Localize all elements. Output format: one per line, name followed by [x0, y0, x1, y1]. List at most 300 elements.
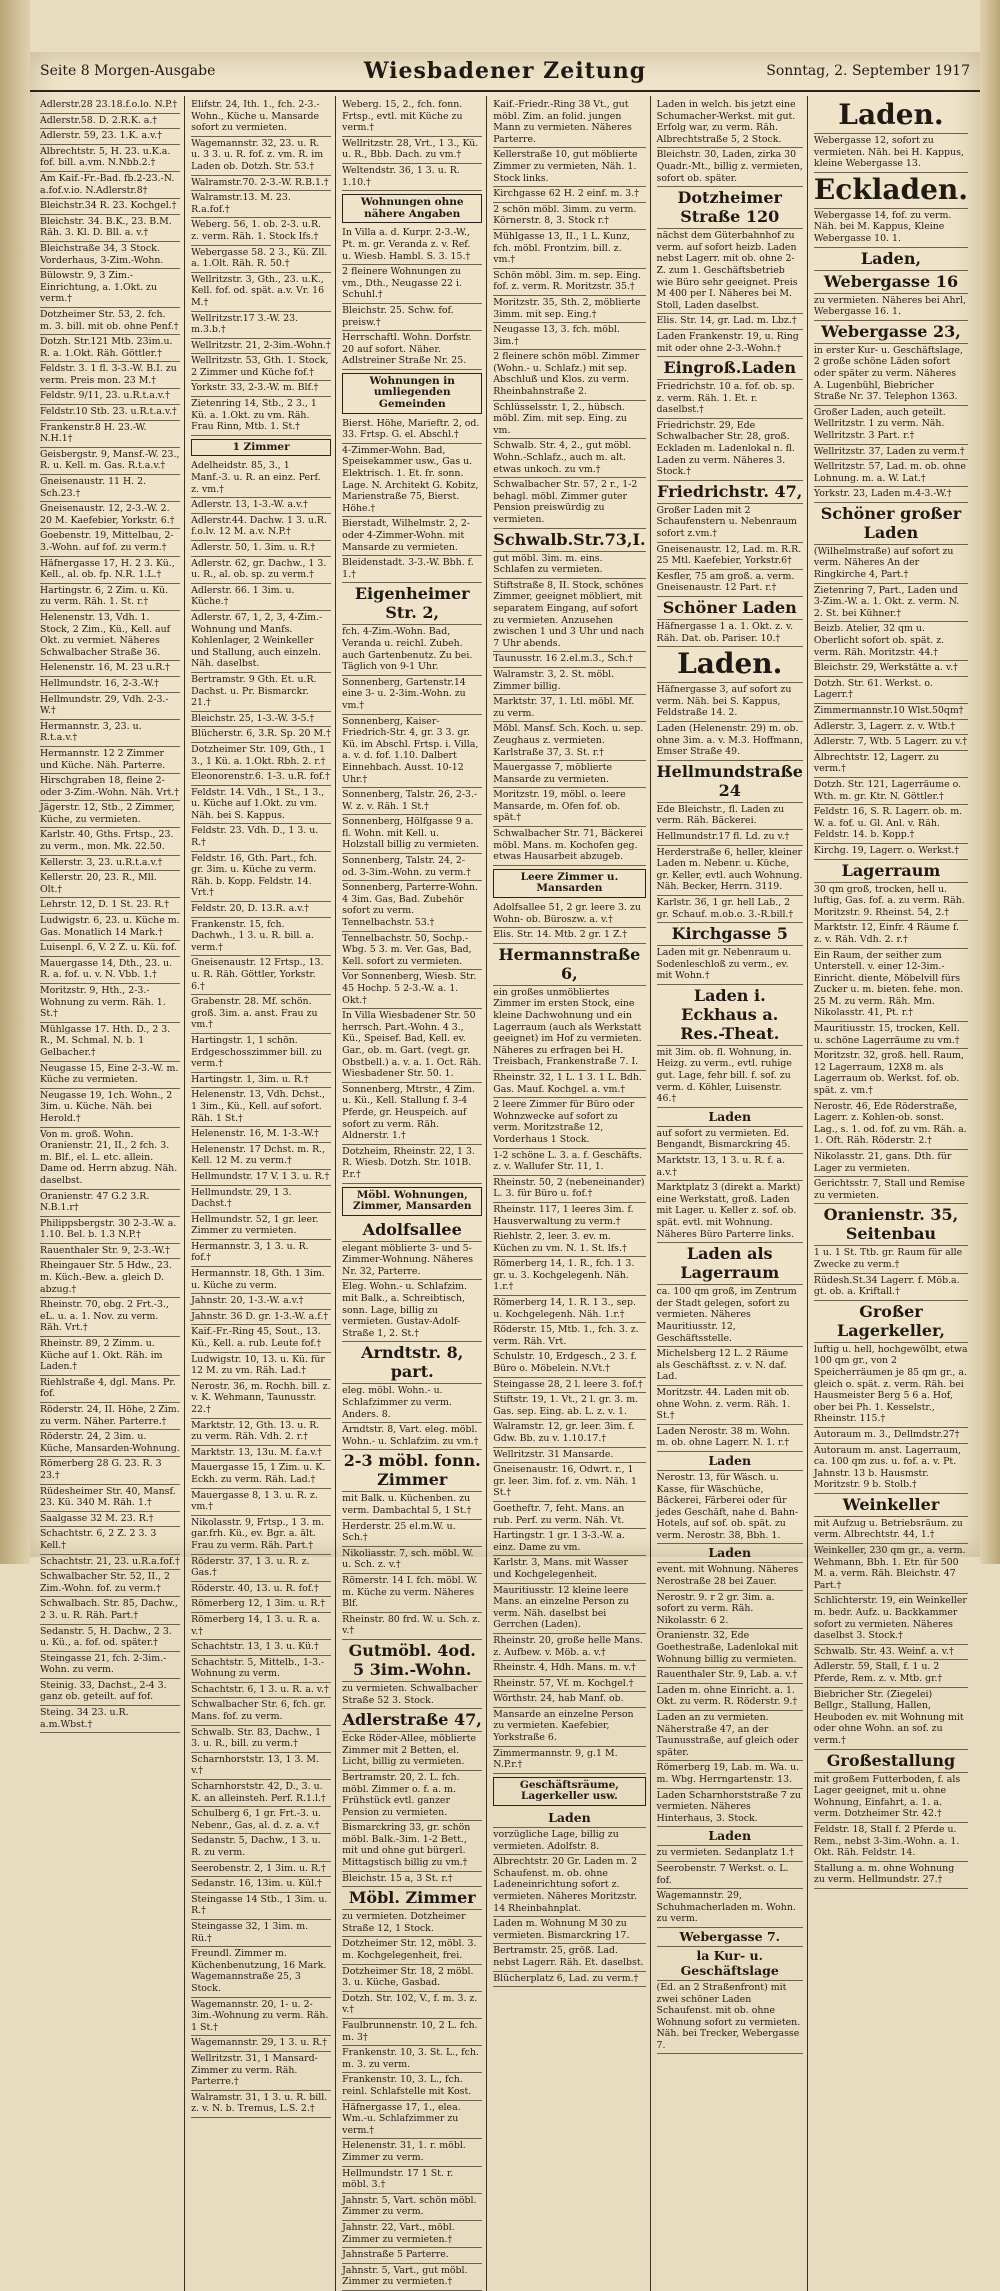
classified-ad: Moritzstr. 44. Laden mit ob. ohne Wohn. z. verm. Räh. 1. St.†: [657, 1386, 803, 1425]
classified-ad: Bierstadt, Wilhelmstr. 2, 2- oder 4-Zimmer-Wohn. mit Mansarde zu vermieten.: [342, 517, 482, 556]
classified-ad: Laden Nerostr. 38 m. Wohn. m. ob. ohne Lagerr. N. 1. r.†: [657, 1425, 803, 1452]
classified-ad: Bierst. Höhe, Marieftr. 2, od. 33. Frtsp. G. el. Abschl.†: [342, 417, 482, 444]
classified-ad: Röderstr. 15, Mtb. 1., fch. 3. z. verm. Räh. Vrt.: [493, 1323, 645, 1350]
classified-ad: 2 fleinere schön möbl. Zimmer (Wohn.- u. Schlafz.) mit sep. Abschluß und Klos. zu verm. Rheinbahnstraße 2.: [493, 350, 645, 400]
classified-ad: Saalgasse 32 M. 23. R.†: [40, 1512, 180, 1528]
classified-ad: Frankenstr. 10, 3. St. L., fch. m. 3. zu verm.: [342, 2046, 482, 2073]
classified-ad: Bertramstr. 25, größ. Lad. nebst Lagerr. Räh. Et. daselbst.: [493, 1944, 645, 1971]
classified-ad: Hartingstr. 1, 1 schön. Erdgeschosszimmer bill. zu verm.†: [191, 1034, 331, 1073]
classified-ad: Elis. Str. 14. Mtb. 2 gr. 1 Z.†: [493, 928, 645, 944]
classified-ad: Stiftstraße 8, II. Stock, schönes Zimmer, geeignet möbliert, mit separatem Eingang, auf sofort zu vermieten. Anzusehen zwischen 1 und 3 Uhr und nach 7 Uhr abends.: [493, 579, 645, 653]
classified-ad: Bleichstr.34 R. 23. Kochgel.†: [40, 199, 180, 215]
classified-ad: Weberg. 56, 1. ob. 2-3. u.R. z. verm. Räh. 1. Stock Ifs.†: [191, 218, 331, 245]
classified-ad: mit 3im. ob. fl. Wohnung, in. Heizg. zu verm., evtl. ruhige gut. Lage, fehr bill. f. sof. zu verm. d. Köhler, Luisenstr. 46.†: [657, 1046, 803, 1108]
classified-ad: Zimmermannstr.10 Wlst.50qm†: [814, 704, 968, 720]
classified-ad: mit Balk. u. Küchenben. zu verm. Dambachtal 5, 1 St.†: [342, 1492, 482, 1519]
classified-ad: Dotzheimer Str. 53, 2. fch. m. 3. bill. mit ob. ohne Penf.†: [40, 308, 180, 335]
classified-ad: Oranienstr. 35, Seitenbau: [814, 1204, 968, 1246]
classified-ad: zu vermieten. Dotzheimer Straße 12, 1 Stock.: [342, 1910, 482, 1937]
classified-ad: Römerberg 14, 1. R., fch. 1 3. gr. u. 3. Kochgelegenh. Näh. 1.r.†: [493, 1257, 645, 1296]
classified-ad: Schulberg 6, 1 gr. Frt.-3. u. Nebenr., Gas, al. d. z. a. v.†: [191, 1807, 331, 1834]
classified-ad: Albrechtstr. 12, Lagerr. zu verm.†: [814, 751, 968, 778]
classified-ad: Nerostr. 9. r 2 gr. 3im. a. sofort zu verm. Räh. Nikolasstr. 6 2.: [657, 1591, 803, 1630]
classified-ad: Bleidenstadt. 3-3.-W. Bbh. f. 1.†: [342, 556, 482, 583]
classified-ad: 1 u. 1 St. Ttb. gr. Raum für alle Zwecke zu verm.†: [814, 1246, 968, 1273]
classified-ad: Nerostr. 36, m. Rochh. bill. z. v. K. Wehmann, Taunusstr. 22.†: [191, 1380, 331, 1419]
classified-ad: Webergasse 16: [814, 271, 968, 294]
classified-ad: Großer Laden, auch geteilt. Wellritzstr. 1 zu verm. Näh. Wellritzstr. 3 Part. r.†: [814, 406, 968, 445]
classified-ad: Dotzh. Str. 121, Lagerräume o. Wth. m. gr. Ktr. N. Göttler.†: [814, 778, 968, 805]
classified-ad: Hirschgraben 18, fleine 2- oder 3-Zim.-Wohn. Näh. Vrt.†: [40, 774, 180, 801]
section-heading: 1 Zimmer: [191, 439, 331, 457]
classified-ad: Weberg. 15, 2., fch. fonn. Frtsp., evtl. mit Küche zu verm.†: [342, 98, 482, 137]
classified-ad: Adlerstr. 59, 23. 1.K. a.v.†: [40, 129, 180, 145]
page-edge-right: [980, 0, 1000, 1564]
classified-ad: Adlerstr. 67, 1, 2, 3, 4-Zim.-Wohnung und Manfs. Kohlenlager, 2 Weinkeller und Stallung, auch einzeln. Näh. daselbst.: [191, 611, 331, 673]
classified-ad: Vor Sonnenberg, Wiesb. Str. 45 Hochp. 5 2-3.-W. a. 1. Okt.†: [342, 970, 482, 1009]
classified-ad: Wagemannstr. 29, 1 3. u. R.†: [191, 2036, 331, 2052]
classified-ad: Bleichstr. 34. B.K., 23. B.M. Räh. 3. Kl. D. Bll. a. v.†: [40, 215, 180, 242]
classified-ad: Goebenstr. 19, Mittelbau, 2-3.-Wohn. auf fof. zu verm.†: [40, 529, 180, 556]
classified-ad: Bleichstr. 25, 1-3.-W. 3-5.†: [191, 712, 331, 728]
classified-ad: Laden i. Eckhaus a. Res.-Theat.: [657, 985, 803, 1046]
classified-ad: Laden an zu vermieten. Näherstraße 47, an der Taunusstraße, auf gleich oder später.: [657, 1711, 803, 1761]
classified-ad: Marktstr. 12, Einfr. 4 Räume f. z. v. Räh. Vdh. 2. r.†: [814, 921, 968, 948]
classified-ad: zu vermieten. Näheres bei Ahrl, Webergasse 16. 1.: [814, 294, 968, 321]
classified-ad: Webergasse 23,: [814, 321, 968, 344]
classified-ad: Hellmundstr. 29, 1 3. Dachst.†: [191, 1186, 331, 1213]
classified-ad: Laden als Lagerraum: [657, 1243, 803, 1285]
classified-ad: Helenenstr. 16, M. 23 u.R.†: [40, 661, 180, 677]
classified-ad: Wellritzstr. 3, Gth., 23. u.K., Kell. fof. od. spät. a.v. Vr. 16 M.†: [191, 273, 331, 312]
classified-ad: Helenenstr. 16, M. 1-3.-W.†: [191, 1127, 331, 1143]
classified-ad: Webergasse 14, fof. zu verm. Näh. bei M. Kappus, Kleine Webergasse 10. 1.: [814, 209, 968, 248]
classified-ad: Michelsberg 12 L. 2 Räume als Geschäftsst. z. v. N. daf. Lad.: [657, 1347, 803, 1386]
classified-columns: [38, 96, 972, 2288]
classified-ad: Rheinstr. 50, 2 (nebeneinander) L. 3. für Büro u. fof.†: [493, 1176, 645, 1203]
classified-ad: Kirchgasse 5: [657, 923, 803, 946]
classified-ad: Am Kaif.-Fr.-Bad. fb.2-23.-N. a.fof.v.io. N.Adlerstr.8†: [40, 172, 180, 199]
classified-ad: Autoraum m. anst. Lagerraum, ca. 100 qm zus. u. fof. a. v. Pt. Jahnstr. 13 b. Hausmstr. Moritzstr. 9 b. Stolb.†: [814, 1444, 968, 1494]
classified-ad: Gneisenaustr. 12, 2-3.-W. 2. 20 M. Kaefebier, Yorkstr. 6.†: [40, 502, 180, 529]
classified-ad: Herderstraße 6, heller, kleiner Laden m. Nebenr. u. Küche, gr. Keller, evtl. auch Wohnung. Näh. Becker, Herrn. 3119.: [657, 846, 803, 896]
classified-ad: Nerostr. 13, für Wäsch. u. Kasse, für Wäschüche, Bäckerei, Färberei oder für jedes Geschäft, nahe d. Bahn-Hotels, auf sof. ob. spät. zu verm. Nerostr. 38, Bbh. 1.: [657, 1471, 803, 1545]
classified-ad: Wellritzstr. 28, Vrt., 1 3., Kü. u. R., Bbb. Dach. zu vm.†: [342, 137, 482, 164]
classified-ad: Neugasse 15, Eine 2-3.-W. m. Küche zu vermieten.: [40, 1062, 180, 1089]
classified-ad: Grabenstr. 28. Mf. schön. groß. 3im. a. anst. Frau zu vm.†: [191, 995, 331, 1034]
section-heading: Möbl. Wohnungen, Zimmer, Mansarden: [342, 1187, 482, 1216]
classified-ad: Adlerstraße 47,: [342, 1709, 482, 1732]
classified-ad: Freundl. Zimmer m. Küchenbenutzung, 16 Mark. Wagemannstraße 25, 3 Stock.: [191, 1947, 331, 1997]
classified-ad: Riehlstr. 2, leer. 3. ev. m. Küchen zu vm. N. 1. St. lfs.†: [493, 1230, 645, 1257]
classified-ad: Steing. 34 23. u.R. a.m.Wbst.†: [40, 1706, 180, 1733]
classified-ad: Herrschaftl. Wohn. Dorfstr. 20 auf sofort. Näher. Adlstreiner Straße Nr. 25.: [342, 331, 482, 370]
classified-ad: Adlerstr.44. Dachw. 1 3. u.R. f.o.lv. 12 M. a.v. N.P.†: [191, 514, 331, 541]
classified-ad: Steingasse 21, fch. 2-3im.-Wohn. zu verm.: [40, 1652, 180, 1679]
classified-ad: Wellritzstr. 57, Lad. m. ob. ohne Lohnung. m. a. W. Lat.†: [814, 460, 968, 487]
classified-ad: Marktstr. 13, 13u. M. f.a.v.†: [191, 1446, 331, 1462]
classified-ad: Autoraum m. 3., Dellmdstr.27†: [814, 1428, 968, 1444]
classified-ad: Moritzstr. 32, groß. hell. Raum, 12 Lagerraum, 12X8 m. als Lagerraum ob. Werkst. fof. ob. spät. z. vm.†: [814, 1049, 968, 1099]
classified-ad: Beizb. Atelier, 32 qm u. Oberlicht sofort ob. spät. z. verm. Räh. Moritzstr. 44.†: [814, 622, 968, 661]
classified-ad: Wellritzstr. 31, 1 Mansard-Zimmer zu verm. Räh. Parterre.†: [191, 2052, 331, 2091]
classified-ad: Kirchgasse 62 H. 2 einf. m. 3.†: [493, 187, 645, 203]
column-4: [491, 96, 650, 2291]
classified-ad: Scharnhorststr. 13, 1 3. M. v.†: [191, 1753, 331, 1780]
classified-ad: Friedrichstr. 10 a. fof. ob. sp. z. verm. Räh. 1. Et. r. daselbst.†: [657, 380, 803, 419]
classified-ad: Rüdesheimer Str. 40, Mansf. 23. Kü. 340 M. Räh. 1.†: [40, 1485, 180, 1512]
column-2: [189, 96, 336, 2291]
classified-ad: Laden m. ohne Einricht. a. 1. Okt. zu verm. R. Röderstr. 9.†: [657, 1684, 803, 1711]
classified-ad: Jahnstr. 20, 1-3.-W. a.v.†: [191, 1294, 331, 1310]
classified-ad: Hermannstr. 3, 23. u. R.t.a.v.†: [40, 720, 180, 747]
classified-ad: Stiftstr. 19, 1. Vt., 2 l. gr. 3. m. Gas. sep. Eing. ab. L. z. v. 1.: [493, 1393, 645, 1420]
classified-ad: Laden.: [657, 647, 803, 683]
classified-ad: Wagemannstr. 20, 1- u. 2-3im.-Wohnung zu verm. Räh. 1 St.†: [191, 1998, 331, 2037]
classified-ad: Laden: [657, 1827, 803, 1846]
classified-ad: Helenenstr. 31, 1. r. möbl. Zimmer zu verm.: [342, 2139, 482, 2166]
classified-ad: Rauenthaler Str. 9, Lab. a. v.†: [657, 1668, 803, 1684]
classified-ad: Kellerstr. 20, 23. R., Mll. Olt.†: [40, 871, 180, 898]
classified-ad: Rheinstr. 89, 2 Zimm. u. Küche auf 1. Okt. Räh. im Laden.†: [40, 1337, 180, 1376]
classified-ad: In Villa a. d. Kurpr. 2-3.-W., Pt. m. gr. Veranda z. v. Ref. u. Wiesb. Hambl. S. 3. 15.†: [342, 226, 482, 265]
classified-ad: Moritzstr. 9, Hth., 2-3.-Wohnung zu verm. Räh. 1. St.†: [40, 984, 180, 1023]
classified-ad: Eingroß.Laden: [657, 357, 803, 380]
classified-ad: Karlstr. 36, 1 gr. hell Lab., 2 gr. Schauf. m.ob.o. 3.-R.bill.†: [657, 896, 803, 923]
classified-ad: Hellmundstr. 52, 1 gr. leer. Zimmer zu vermieten.: [191, 1213, 331, 1240]
classified-ad: Blücherplatz 6, Lad. zu verm.†: [493, 1972, 645, 1988]
classified-ad: Feldstr. 16, S. R. Lagerr. ob. m. W. a. fof. u. Gl. Anl. v. Räh. Feldstr. 14. b. Kopp.†: [814, 805, 968, 844]
classified-ad: Mühlgasse 17. Hth. D., 2 3. R., M. Schmal. N. b. 1 Gelbacher.†: [40, 1023, 180, 1062]
classified-ad: Schachtstr. 21, 23. u.R.a.fof.†: [40, 1555, 180, 1571]
classified-ad: Bülowstr. 9, 3 Zim.-Einrichtung, a. 1.Okt. zu verm.†: [40, 269, 180, 308]
classified-ad: Dotzheimer Str. 18, 2 möbl. 3. u. Küche, Gasbad.: [342, 1965, 482, 1992]
classified-ad: Kesfler, 75 am groß. a. verm. Gneisenaustr. 12 Part. r.†: [657, 570, 803, 597]
classified-ad: Kaif.-Friedr.-Ring 38 Vt., gut möbl. Zim. an folid. jungen Mann zu vermieten. Näheres Parterre.: [493, 98, 645, 148]
classified-ad: Arndtstr. 8, part.: [342, 1342, 482, 1384]
classified-ad: Rauenthaler Str. 9, 2-3.-W.†: [40, 1244, 180, 1260]
page-edge-left: [0, 0, 30, 1564]
classified-ad: Laden.: [814, 98, 968, 134]
classified-ad: elegant möblierte 3- und 5-Zimmer-Wohnung. Näheres Nr. 32, Parterre.: [342, 1242, 482, 1281]
classified-ad: Feldstr. 9/11, 23. u.R.t.a.v.†: [40, 389, 180, 405]
classified-ad: Kellerstr. 3, 23. u.R.t.a.v.†: [40, 856, 180, 872]
classified-ad: Goetheftr. 7, feht. Mans. an rub. Perf. zu verm. Näh. Vt.: [493, 1502, 645, 1529]
classified-ad: Dotzh. Str. 102, V., f. m. 3. z. v.†: [342, 1992, 482, 2019]
classified-ad: Wellritzstr. 31 Mansarde.: [493, 1448, 645, 1464]
classified-ad: Rheinstr. 57, Vf. m. Kochgel.†: [493, 1677, 645, 1693]
classified-ad: luftig u. hell, hochgewölbt, etwa 100 qm gr., von 2 Speicherräumen je 85 qm gr., a. gleich o. spät. z. verm. Räh. bei Hausmeister Berg 5 6 a. Hof, ober bei Ph. 1. Kesselstr., Rheinstr. 115.†: [814, 1343, 968, 1428]
classified-ad: Römerstr. 14 I. fch. möbl. W. m. Küche zu verm. Näheres Blf.: [342, 1574, 482, 1613]
classified-ad: Schachtstr. 6, 2 Z. 2 3. 3 Kell.†: [40, 1527, 180, 1554]
classified-ad: Schwalbacher Str. 57, 2 r., 1-2 behagl. möbl. Zimmer guter Pension preiswürdig zu vermieten.: [493, 478, 645, 528]
classified-ad: gut möbl. 3im. m. eins. Schlafen zu vermieten.: [493, 552, 645, 579]
classified-ad: Schwalb. Str. 83, Dachw., 1 3. u. R., bill. zu verm.†: [191, 1726, 331, 1753]
classified-ad: Sonnenberg, Talstr. 26, 2-3.-W. z. v. Räh. 1 St.†: [342, 788, 482, 815]
classified-ad: Karlstr. 3, Mans. mit Wasser und Kochgelegenheit.: [493, 1556, 645, 1583]
classified-ad: Jahnstr. 5, Vart. schön möbl. Zimmer zu verm.: [342, 2194, 482, 2221]
classified-ad: Oranienstr. 47 G.2 3.R. N.B.1.r†: [40, 1190, 180, 1217]
classified-ad: Hellmundstr. 29, Vdh. 2-3.-W.†: [40, 693, 180, 720]
classified-ad: Scharnhorststr. 42, D., 3. u. K. an alleinsteh. Perf. R.1.l.†: [191, 1780, 331, 1807]
classified-ad: mit Aufzug u. Betriebsräum. zu verm. Albrechtstr. 44, 1.†: [814, 1517, 968, 1544]
column-6: [812, 96, 972, 2291]
classified-ad: 30 qm groß, trocken, hell u. luftig, Gas. fof. a. zu verm. Räh. Moritzstr. 9. Rheinst. 54, 2.†: [814, 883, 968, 922]
section-heading: Leere Zimmer u. Mansarden: [493, 869, 645, 898]
classified-ad: Schachtstr. 13, 1 3. u. Kü.†: [191, 1640, 331, 1656]
classified-ad: Hartingstr. 1 gr. 1 3-3.-W. a. einz. Dame zu vm.: [493, 1529, 645, 1556]
classified-ad: Schwalb. Str. 43. Weinf. a. v.†: [814, 1645, 968, 1661]
classified-ad: mit großem Futterboden, f. als Lager geeignet, mit u. ohne Wohnung, Einfahrt, a. 1. a. verm. Dotzheimer Str. 42.†: [814, 1773, 968, 1823]
classified-ad: Hellmundstraße 24: [657, 761, 803, 803]
classified-ad: Laden in welch. bis jetzt eine Schumacher-Werkst. mit gut. Erfolg war, zu verm. Räh. Albrechtstraße 5, 2 Stock.: [657, 98, 803, 148]
classified-ad: Steingasse 28, 2 l. leere 3. fof.†: [493, 1378, 645, 1394]
classified-ad: fch. 4-Zim.-Wohn. Bad, Veranda u. reichl. Zubeh. auch Gartenbenutz. Zu bei. Täglich von 9-1 Uhr.: [342, 625, 482, 675]
classified-ad: Feldstr. 18, Stall f. 2 Pferde u. Rem., nebst 3-3im.-Wohn. a. 1. Okt. Räh. Feldstr. 14.: [814, 1823, 968, 1862]
classified-ad: Marktstr. 13, 1 3. u. R. f. a. a.v.†: [657, 1154, 803, 1181]
classified-ad: Yorkstr. 33, 2-3.-W. m. Blf.†: [191, 381, 331, 397]
classified-ad: Feldstr. 14. Vdh., 1 St., 1 3., u. Küche auf 1.Okt. zu vm. Näh. bei S. Kappus.: [191, 786, 331, 825]
classified-ad: Adelheidstr. 85, 3., 1 Manf.-3. u. R. an einz. Perf. z. vm.†: [191, 459, 331, 498]
classified-ad: Wagemannstr. 29, Schuhmacherladen m. Wohn. zu verm.: [657, 1889, 803, 1928]
classified-ad: 2 schön möbl. 3imm. zu verm. Körnerstr. 8, 3. Stock r.†: [493, 203, 645, 230]
classified-ad: Mansarde an einzelne Person zu vermieten. Kaefebier, Yorkstraße 6.: [493, 1708, 645, 1747]
classified-ad: Hermannstr. 3, 1 3. u. R. fof.†: [191, 1240, 331, 1267]
classified-ad: Ludwigstr. 6, 23. u. Küche m. Gas. Monatlich 14 Mark.†: [40, 914, 180, 941]
classified-ad: Ecke Röder-Allee, möblierte Zimmer mit 2 Betten, el. Licht, billig zu vermieten.: [342, 1732, 482, 1771]
classified-ad: Schön möbl. 3im. m. sep. Eing. fof. z. verm. R. Moritzstr. 35.†: [493, 269, 645, 296]
classified-ad: Steingasse 14 Stb., 1 3im. u. R.†: [191, 1893, 331, 1920]
classified-ad: Dotzheimer Straße 120: [657, 187, 803, 229]
classified-ad: Zietenring 7, Part., Laden und 3-Zim.-W. a. 1. Okt. z. verm. N. 2. St. bei Kühner.†: [814, 584, 968, 623]
classified-ad: Schwalbacher Str. 6, fch. gr. Mans. fof. zu verm.: [191, 1698, 331, 1725]
classified-ad: ca. 100 qm groß, im Zentrum der Stadt gelegen, sofort zu vermieten. Näheres Mauritiusstr. 12, Geschäftsstelle.: [657, 1285, 803, 1347]
classified-ad: Bleichstr. 25. Schw. fof. preisw.†: [342, 304, 482, 331]
classified-ad: Jahnstr. 22, Vart., möbl. Zimmer zu vermieten.†: [342, 2221, 482, 2248]
classified-ad: Rüdesh.St.34 Lagerr. f. Möb.a. gt. ob. a. Kriftall.†: [814, 1274, 968, 1301]
classified-ad: Schöner großer Laden: [814, 503, 968, 545]
classified-ad: Röderstr. 40, 13. u. R. fof.†: [191, 1582, 331, 1598]
classified-ad: la Kur- u. Geschäftslage: [657, 1947, 803, 1981]
classified-ad: eleg. möbl. Wohn.- u. Schlafzimmer zu verm. Anders. 8.: [342, 1384, 482, 1423]
classified-ad: Hermannstr. 18, Gth. 1 3im. u. Küche zu verm.: [191, 1267, 331, 1294]
classified-ad: Frankenstr.8 H. 23.-W. N.H.1†: [40, 421, 180, 448]
page-header: [30, 52, 980, 92]
classified-ad: Jahnstr. 5, Vart., gut möbl. Zimmer zu vermieten.†: [342, 2264, 482, 2291]
classified-ad: Mühlgasse 13, II., 1 L. Kunz, fch. möbl. Frontzim. bill. z. vm.†: [493, 230, 645, 269]
classified-ad: Möbl. Zimmer: [342, 1887, 482, 1910]
classified-ad: Feldstr. 16, Gth. Part., fch. gr. 3im. u. Küche zu verm. Räh. b. Kopp. Feldstr. 14. Vrt.†: [191, 852, 331, 902]
classified-ad: Schwalb. Str. 4, 2., gut möbl. Wohn.-Schlafz., auch m. alt. etwas unkoch. zu vm.†: [493, 439, 645, 478]
classified-ad: Blücherstr. 6, 3.R. Sp. 20 M.†: [191, 727, 331, 743]
classified-ad: Nikolasstr. 9, Frtsp., 1 3. m. gar.frh. Kü., ev. Bgr. a. ält. Frau zu verm. Räh. Part.†: [191, 1516, 331, 1555]
classified-ad: Laden: [493, 1809, 645, 1828]
classified-ad: Walramstr.13. M. 23. R.a.fof.†: [191, 191, 331, 218]
classified-ad: Schlichterstr. 19, ein Weinkeller m. bedr. Aufz. u. Backkammer sofort zu vermieten. Näheres daselbst 3. Stock.†: [814, 1594, 968, 1644]
classified-ad: Zietenring 14, Stb., 2 3., 1 Kü. a. 1.Okt. zu vm. Räh. Frau Rinn, Mtb. 1. St.†: [191, 397, 331, 436]
classified-ad: Gneisenaustr. 12 Frtsp., 13. u. R. Räh. Göttler, Yorkstr. 6.†: [191, 956, 331, 995]
classified-ad: Walramstr. 31, 1 3. u. R. bill. z. v. N. b. Tremus, L.S. 2.†: [191, 2091, 331, 2118]
classified-ad: zu vermieten. Sedanplatz 1.†: [657, 1846, 803, 1862]
classified-ad: Adlerstr.58. D. 2.R.K. a.†: [40, 114, 180, 130]
classified-ad: Häfnergasse 3, auf sofort zu verm. Näh. bei S. Kappus, Feldstraße 14. 2.: [657, 683, 803, 722]
classified-ad: Karlstr. 40, Gths. Frtsp., 23. zu verm., mon. Mk. 22.50.: [40, 828, 180, 855]
classified-ad: Mauritiusstr. 12 kleine leere Mans. an einzelne Person zu verm. Näh. daselbst bei Gerrchen (Laden).: [493, 1584, 645, 1634]
classified-ad: 1-2 schöne L. 3. a. f. Geschäfts. z. v. Wallufer Str. 11, 1.: [493, 1149, 645, 1176]
classified-ad: Dotzheimer Str. 109, Gth., 1 3., 1 Kü. a. 1.Okt. Rbh. 2. r.†: [191, 743, 331, 770]
classified-ad: Schwalbacher Str. 52, II., 2 Zim.-Wohn. fof. zu verm.†: [40, 1570, 180, 1597]
classified-ad: Mauergasse 8, 1 3. u. R. z. vm.†: [191, 1489, 331, 1516]
classified-ad: Römerberg 28 G. 23. R. 3 23.†: [40, 1457, 180, 1484]
classified-ad: (Wilhelmstraße) auf sofort zu verm. Näheres An der Ringkirche 4, Part.†: [814, 545, 968, 584]
classified-ad: Biebricher Str. (Ziegelei) Bellgr., Stallung, Hallen, Heuboden ev. mit Wohnung mit oder ohne Wohn. an sof. zu verm.†: [814, 1688, 968, 1750]
classified-ad: ein großes unmöbliertes Zimmer im ersten Stock, eine kleine Dachwohnung und ein Lagerraum (auch als Werkstatt geeignet) im Hof zu vermieten. Näheres zu erfragen bei H. Treisbach, Frankenstraße 7. I.: [493, 986, 645, 1071]
classified-ad: Adolfsallee 51, 2 gr. leere 3. zu Wohn- ob. Büroszw. a. v.†: [493, 901, 645, 928]
classified-ad: Wellritzstr. 37, Laden zu verm.†: [814, 445, 968, 461]
classified-ad: Kellerstraße 10, gut möblierte Zimmer zu vermieten, Näh. 1. Stock links.: [493, 148, 645, 187]
classified-ad: Bleichstr. 15 a, 3 St. r.†: [342, 1872, 482, 1888]
classified-ad: Möbl. Mansf. Sch. Koch. u. sep. Zeughaus z. vermieten. Karlstraße 37, 3. St. r.†: [493, 722, 645, 761]
classified-ad: 2-3 möbl. fonn. Zimmer: [342, 1450, 482, 1492]
classified-ad: 4-Zimmer-Wohn. Bad, Speisekammer usw., Gas u. Elektrisch. 1. Et. fr. sonn. Lage. N. Architekt G. Kobitz, Marienstraße 75, Bierst. Höhe.†: [342, 444, 482, 518]
classified-ad: Hermannstraße 6,: [493, 944, 645, 986]
classified-ad: Elifstr. 24, Ith. 1., fch. 2-3.-Wohn., Küche u. Mansarde sofort zu vermieten.: [191, 98, 331, 137]
classified-ad: In Villa Wiesbadener Str. 50 herrsch. Part.-Wohn. 4 3., Kü., Speisef. Bad, Kell. ev. Gar., ob. m. Gart. (vegt. gr. Obstbell.) a. v. a. 1. Oct. Räh. Wiesbadener Str. 50. 1.: [342, 1009, 482, 1083]
classified-ad: Schlüsselsstr. 1, 2., hübsch. möbl. Zim. mit sep. Eing. zu vm.: [493, 401, 645, 440]
classified-ad: Bertramstr. 9 Gth. Et. u.R. Dachst. u. Pr. Bismarckr. 21.†: [191, 673, 331, 712]
classified-ad: 2 fleinere Wohnungen zu vm., Dth., Neugasse 22 i. Schuhl.†: [342, 265, 482, 304]
classified-ad: Adlerstr. 50, 1. 3im. u. R.†: [191, 541, 331, 557]
classified-ad: Lagerraum: [814, 860, 968, 883]
classified-ad: Marktstr. 37, 1. Ltl. möbl. Mf. zu verm.: [493, 695, 645, 722]
classified-ad: Schwalbacher Str. 71, Bäckerei möbl. Mans. m. Kochofen geg. etwas Hausarbeit abzugeb.: [493, 827, 645, 866]
classified-ad: Schöner Laden: [657, 597, 803, 620]
classified-ad: Häfnergasse 17, 1., elea. Wm.-u. Schlafzimmer zu verm.†: [342, 2101, 482, 2140]
classified-ad: Mauergasse 7, möblierte Mansarde zu vermieten.: [493, 761, 645, 788]
classified-ad: Römerberg 19, Lab. m. Wa. u. m. Wbg. Herrngartenstr. 13.: [657, 1761, 803, 1788]
classified-ad: Feldstr.10 Stb. 23. u.R.t.a.v.†: [40, 405, 180, 421]
classified-ad: Wörthstr. 24, hab Manf. ob.: [493, 1692, 645, 1708]
classified-ad: Moritzstr. 19, möbl. o. leere Mansarde, m. Ofen fof. ob. spät.†: [493, 788, 645, 827]
classified-ad: Adlerstr.28 23.18.f.o.lo. N.P.†: [40, 98, 180, 114]
classified-ad: Yorkstr. 23, Laden m.4-3.-W.†: [814, 487, 968, 503]
classified-ad: Helenenstr. 13, Vdh. 1. Stock, 2 Zim., Kü., Kell. auf Okt. zu vermiet. Näheres Schwalbacher Straße 36.: [40, 611, 180, 661]
classified-ad: Arndtstr. 8, Vart. eleg. möbl. Wohn.- u. Schlafzim. zu vm.†: [342, 1423, 482, 1450]
classified-ad: Jägerstr. 12, Stb., 2 Zimmer, Küche, zu vermieten.: [40, 801, 180, 828]
classified-ad: Sedanstr. 16, 13im. u. Kül.†: [191, 1877, 331, 1893]
classified-ad: Walramstr. 12, gr. leer. 3im. f. Gdw. Bb. zu v. 1.10.17.†: [493, 1420, 645, 1447]
classified-ad: Bismarckring 33, gr. schön möbl. Balk.-3im. 1-2 Bett., mit und ohne gut bürgerl. Mittagstisch billig zu vm.†: [342, 1821, 482, 1871]
classified-ad: Adlerstr. 59, Stall, f. 1 u. 2 Pferde, Rem. z. v. Mtb. gr.†: [814, 1660, 968, 1687]
newspaper-masthead: Wiesbadener Zeitung: [363, 58, 647, 84]
classified-ad: Wagemannstr. 32, 23. u. R. u. 3 3. u. R. fof. z. vm. R. im Laden ob. Dotzh. Str. 53.†: [191, 137, 331, 176]
classified-ad: Rheinstr. 32, 1 L. 1 3. 1 L. Bdh. Gas. Mauf. Kochgel. a. vm.†: [493, 1071, 645, 1098]
classified-ad: Webergasse 7.: [657, 1928, 803, 1947]
classified-ad: Albrechtstr. 5, H. 23. u.K.a. fof. bill. a.vm. N.Nbb.2.†: [40, 145, 180, 172]
classified-ad: Laden,: [814, 248, 968, 271]
column-5: [655, 96, 808, 2291]
classified-ad: Lehrstr. 12, D. 1 St. 23. R.†: [40, 898, 180, 914]
classified-ad: in erster Kur- u. Geschäftslage, 2 große schöne Läden sofort oder später zu verm. Näheres A. Lugenbühl, Biebricher Straße Nr. 37. Telephon 1363.: [814, 344, 968, 406]
classified-ad: Nikoliasstr. 7, sch. möbl. W. u. Sch. z. v.†: [342, 1547, 482, 1574]
classified-ad: Walramstr.70. 2-3.-W. R.B.1.†: [191, 176, 331, 192]
classified-ad: Sedanstr. 5, H. Dachw., 2 3. u. Kü., a. fof. od. später.†: [40, 1625, 180, 1652]
classified-ad: Bleichstr. 30, Laden, zirka 30 Quadr.-Mt., billig z. vermieten, sofort ob. später.: [657, 148, 803, 187]
classified-ad: Weinkeller: [814, 1494, 968, 1517]
classified-ad: Hermannstr. 12 2 Zimmer und Küche. Näh. Parterre.: [40, 747, 180, 774]
classified-ad: Sonnenberg, Hölfgasse 9 a. fl. Wohn. mit Kell. u. Holzstall billig zu vermieten.: [342, 815, 482, 854]
section-heading: Geschäftsräume, Lagerkeller usw.: [493, 1777, 645, 1806]
classified-ad: Mauergasse 14, Dth., 23. u. R. a. fof. u. v. N. Vbb. 1.†: [40, 957, 180, 984]
classified-ad: Hellmundstr. 17 V. 1 3. u. R.†: [191, 1170, 331, 1186]
classified-ad: Webergasse 12, sofort zu vermieten. Näh. bei H. Kappus, kleine Webergasse 13.: [814, 134, 968, 173]
classified-ad: Bleichstraße 34, 3 Stock. Vorderhaus, 3-Zim.-Wohn.: [40, 242, 180, 269]
classified-ad: Großer Laden mit 2 Schaufenstern u. Nebenraum sofort z.vm.†: [657, 504, 803, 543]
classified-ad: Jahnstr. 36 D. gr. 1-3.-W. a.f.†: [191, 1310, 331, 1326]
classified-ad: Friedrichstr. 47,: [657, 481, 803, 504]
classified-ad: Faulbrunnenstr. 10, 2 L. fch. m. 3†: [342, 2019, 482, 2046]
classified-ad: Sonnenberg, Kaiser-Friedrich-Str. 4, gr. 3 3. gr. Kü. im Abschl. Frtsp. i. Villa, a. v. d. fof. 1.10. Dalbert Einnehbach. Ausst. 10-12 Uhr.†: [342, 715, 482, 789]
classified-ad: 2 leere Zimmer für Büro oder Wohnzwecke auf sofort zu verm. Moritzstraße 12, Vorderhaus 1 Stock.: [493, 1098, 645, 1148]
classified-ad: Adlerstr. 13, 1-3.-W. a.v.†: [191, 498, 331, 514]
classified-ad: Dotzh. Str. 61. Werkst. o. Lagerr.†: [814, 677, 968, 704]
classified-ad: Laden: [657, 1108, 803, 1127]
classified-ad: Taunusstr. 16 2.el.m.3., Sch.†: [493, 652, 645, 668]
classified-ad: Gneisenaustr. 11 H. 2. Sch.23.†: [40, 475, 180, 502]
classified-ad: Großer Lagerkeller,: [814, 1301, 968, 1343]
classified-ad: Röderstr. 24, II. Höhe, 2 Zim. zu verm. Näher. Parterre.†: [40, 1403, 180, 1430]
classified-ad: Römerberg 14, 1 3. u. R. a. v.†: [191, 1613, 331, 1640]
classified-ad: Friedrichstr. 29, Ede Schwalbacher Str. 28, groß. Eckladen m. Ladenlokal n. fl. Laden zu verm. Näheres 3. Stock.†: [657, 419, 803, 481]
section-heading: Wohnungen ohne nähere Angaben: [342, 194, 482, 223]
classified-ad: Oranienstr. 32, Ede Goethestraße, Ladenlokal mit Wohnung billig zu vermieten.: [657, 1629, 803, 1668]
classified-ad: Adlerstr. 66. 1 3im. u. Küche.†: [191, 584, 331, 611]
classified-ad: Moritzstr. 35, Sth. 2, möblierte 3imm. mit sep. Eing.†: [493, 296, 645, 323]
classified-ad: Webergasse 58. 2 3., Kü. Zll. a. 1.Olt. Räh. R. 50.†: [191, 246, 331, 273]
classified-ad: Nikolasstr. 21, gans. Dth. für Lager zu vermieten.: [814, 1150, 968, 1177]
classified-ad: Adlerstr. 62, gr. Dachw., 1 3. u. R., al. ob. sp. zu verm.†: [191, 557, 331, 584]
classified-ad: Stallung a. m. ohne Wohnung zu verm. Hellmundstr. 27.†: [814, 1862, 968, 1889]
section-heading: Wohnungen in umliegenden Gemeinden: [342, 373, 482, 414]
classified-ad: Römerberg 12, 1 3im. u. R.†: [191, 1597, 331, 1613]
newspaper-page: [30, 52, 980, 2288]
classified-ad: Frankenstr. 10, 3. L., fch. reinl. Schlafstelle mit Kost.: [342, 2073, 482, 2100]
header-page-number: Seite 8 Morgen-Ausgabe: [40, 63, 216, 79]
classified-ad: Wellritzstr. 53, Gth. 1. Stock, 2 Zimmer und Küche fof.†: [191, 354, 331, 381]
classified-ad: Eigenheimer Str. 2,: [342, 583, 482, 625]
classified-ad: Bleichstr. 29, Werkstätte a. v.†: [814, 661, 968, 677]
classified-ad: Rheinstr. 70, obg. 2 Frt.-3., eL. u. a. 1. Nov. zu verm. Räh. Vrt.†: [40, 1298, 180, 1337]
classified-ad: Steinig. 33, Dachst., 2-4 3. ganz ob. geteilt. auf fof.: [40, 1679, 180, 1706]
classified-ad: Adolfsallee: [342, 1219, 482, 1242]
classified-ad: Steingasse 32, 1 3im. m. Rü.†: [191, 1920, 331, 1947]
classified-ad: Sonnenberg, Talstr. 24, 2- od. 3-3im.-Wohn. zu verm.†: [342, 854, 482, 881]
classified-ad: Walramstr. 3, 2. St. möbl. Zimmer billig.: [493, 668, 645, 695]
classified-ad: Albrechtstr. 20 Gr. Laden m. 2 Schaufenst. m. ob. ohne Ladeneinrichtung sofort z. vermieten. Näheres Moritzstr. 14 Rheinbahnplat.: [493, 1855, 645, 1917]
classified-ad: Röderstr. 37, 1 3. u. R. z. Gas.†: [191, 1555, 331, 1582]
classified-ad: Römerberg 14, 1. R. 1 3., sep. u. Kochgelegenh. Näh. 1.r.†: [493, 1296, 645, 1323]
classified-ad: Hellmundstr.17 fl. Ld. zu v.†: [657, 830, 803, 846]
classified-ad: vorzügliche Lage, billig zu vermieten. Adolfstr. 8.: [493, 1828, 645, 1855]
classified-ad: Helenenstr. 13, Vdh. Dchst., 1 3im., Kü., Kell. auf sofort. Räh. 1 St.†: [191, 1088, 331, 1127]
classified-ad: Kirchg. 19, Lagerr. o. Werkst.†: [814, 844, 968, 860]
header-date: Sonntag, 2. September 1917: [766, 63, 970, 79]
classified-ad: (Ed. an 2 Straßenfront) mit zwei schöner Laden Schaufenst. mit ob. ohne Wohnung sofort zu vermieten. Näh. bei Trecker, Webergasse 7.: [657, 1981, 803, 2055]
classified-ad: Hellmundstr. 17 1 St. r. möbl. 3.†: [342, 2167, 482, 2194]
classified-ad: Tennelbachstr. 50, Sochp.-Wbg. 5 3. m. Ver. Gas, Bad, Kell. sofort zu vermieten.: [342, 932, 482, 971]
classified-ad: Gutmöbl. 4od. 5 3im.-Wohn.: [342, 1640, 482, 1682]
classified-ad: Elis. Str. 14, gr. Lad. m. Lbz.†: [657, 314, 803, 330]
